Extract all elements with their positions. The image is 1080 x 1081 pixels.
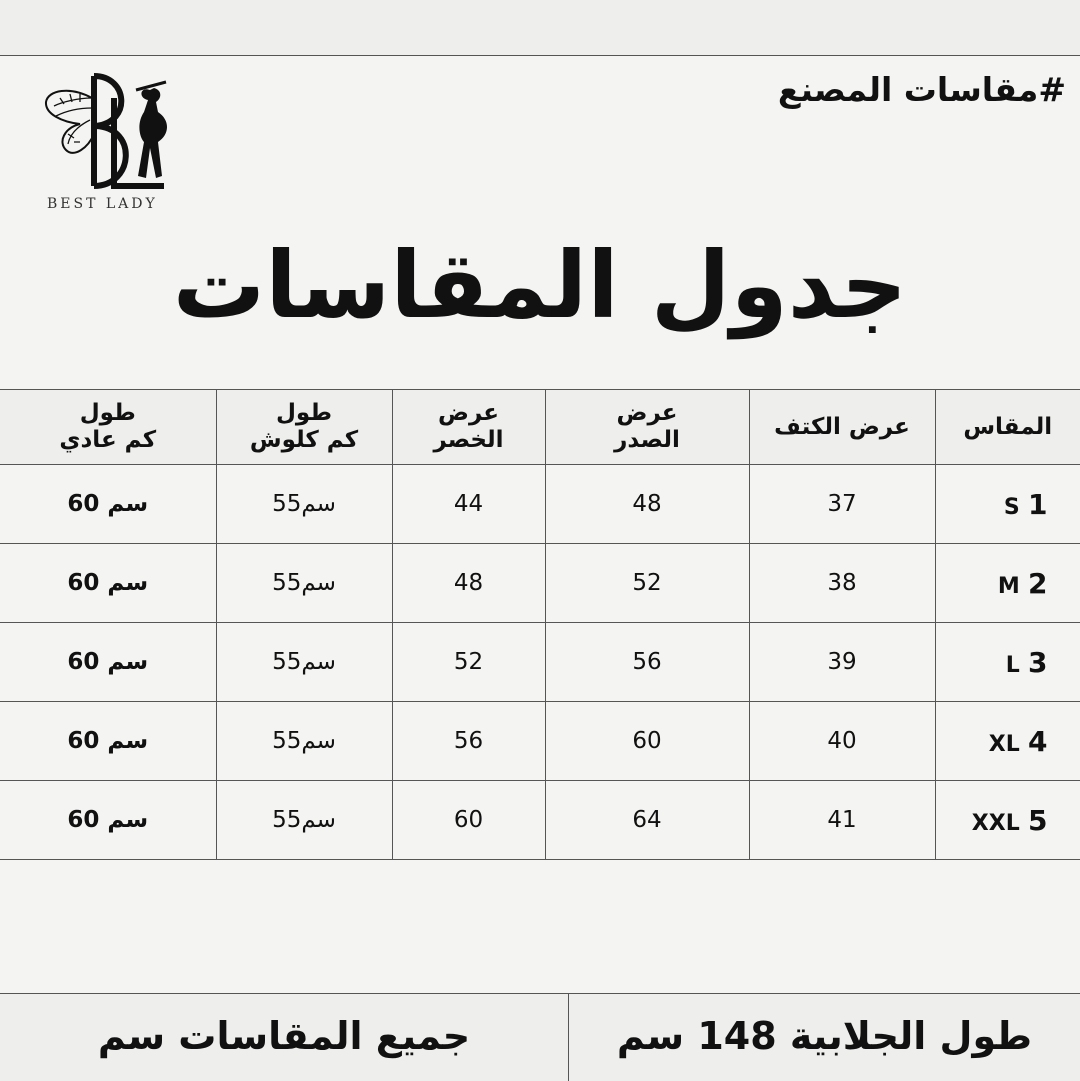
cell-shoulder: 39 [749, 623, 935, 702]
size-label: M [997, 573, 1020, 599]
page-title: جدول المقاسات [172, 232, 908, 339]
table-header-row [0, 390, 1080, 465]
size-label: XL [988, 731, 1020, 757]
cell-chest: 60 [545, 702, 749, 781]
cell-flared-sleeve: 55سم [216, 544, 392, 623]
footer-bar [0, 993, 1080, 1081]
row-number: 4 [1028, 724, 1048, 758]
header-size: المقاس [935, 390, 1080, 465]
row-number: 1 [1028, 487, 1048, 521]
size-chart-table [0, 389, 1080, 860]
table-row [0, 623, 1080, 702]
cell-shoulder: 41 [749, 781, 935, 860]
cell-shoulder: 37 [749, 465, 935, 544]
size-label: S [1003, 494, 1020, 520]
table-row [0, 465, 1080, 544]
cell-regular-sleeve: 60 سم [0, 702, 216, 781]
row-number: 2 [1028, 566, 1048, 600]
cell-size [935, 623, 1080, 702]
cell-chest: 48 [545, 465, 749, 544]
header-regular-sleeve: طول كم عادي [0, 390, 216, 465]
header-chest: عرض الصدر [545, 390, 749, 465]
header-shoulder: عرض الكتف [749, 390, 935, 465]
size-label: L [1005, 652, 1020, 678]
table-row [0, 781, 1080, 860]
dress-length-note: طول الجلابية 148 سم [616, 1014, 1033, 1058]
hashtag: #مقاسات المصنع [777, 70, 1066, 109]
cell-regular-sleeve: 60 سم [0, 781, 216, 860]
cell-flared-sleeve: 55سم [216, 702, 392, 781]
cell-regular-sleeve: 60 سم [0, 544, 216, 623]
cell-regular-sleeve: 60 سم [0, 623, 216, 702]
cell-flared-sleeve: 55سم [216, 465, 392, 544]
cell-waist: 56 [392, 702, 545, 781]
cell-chest: 64 [545, 781, 749, 860]
cell-chest: 56 [545, 623, 749, 702]
cell-waist: 52 [392, 623, 545, 702]
brand-name: BEST LADY [47, 196, 158, 212]
cell-regular-sleeve: 60 سم [0, 465, 216, 544]
header-waist: عرض الخصر [392, 390, 545, 465]
cell-size [935, 465, 1080, 544]
header-flared-sleeve: طول كم كلوش [216, 390, 392, 465]
cell-waist: 60 [392, 781, 545, 860]
cell-flared-sleeve: 55سم [216, 623, 392, 702]
table-row [0, 702, 1080, 781]
top-band [0, 0, 1080, 56]
row-number: 5 [1028, 803, 1048, 837]
cell-size [935, 702, 1080, 781]
cell-flared-sleeve: 55سم [216, 781, 392, 860]
units-note: جميع المقاسات سم [97, 1014, 471, 1058]
cell-waist: 44 [392, 465, 545, 544]
size-label: XXL [971, 810, 1020, 836]
row-number: 3 [1028, 645, 1048, 679]
cell-shoulder: 38 [749, 544, 935, 623]
cell-waist: 48 [392, 544, 545, 623]
cell-size [935, 781, 1080, 860]
cell-shoulder: 40 [749, 702, 935, 781]
table-row [0, 544, 1080, 623]
cell-size [935, 544, 1080, 623]
cell-chest: 52 [545, 544, 749, 623]
